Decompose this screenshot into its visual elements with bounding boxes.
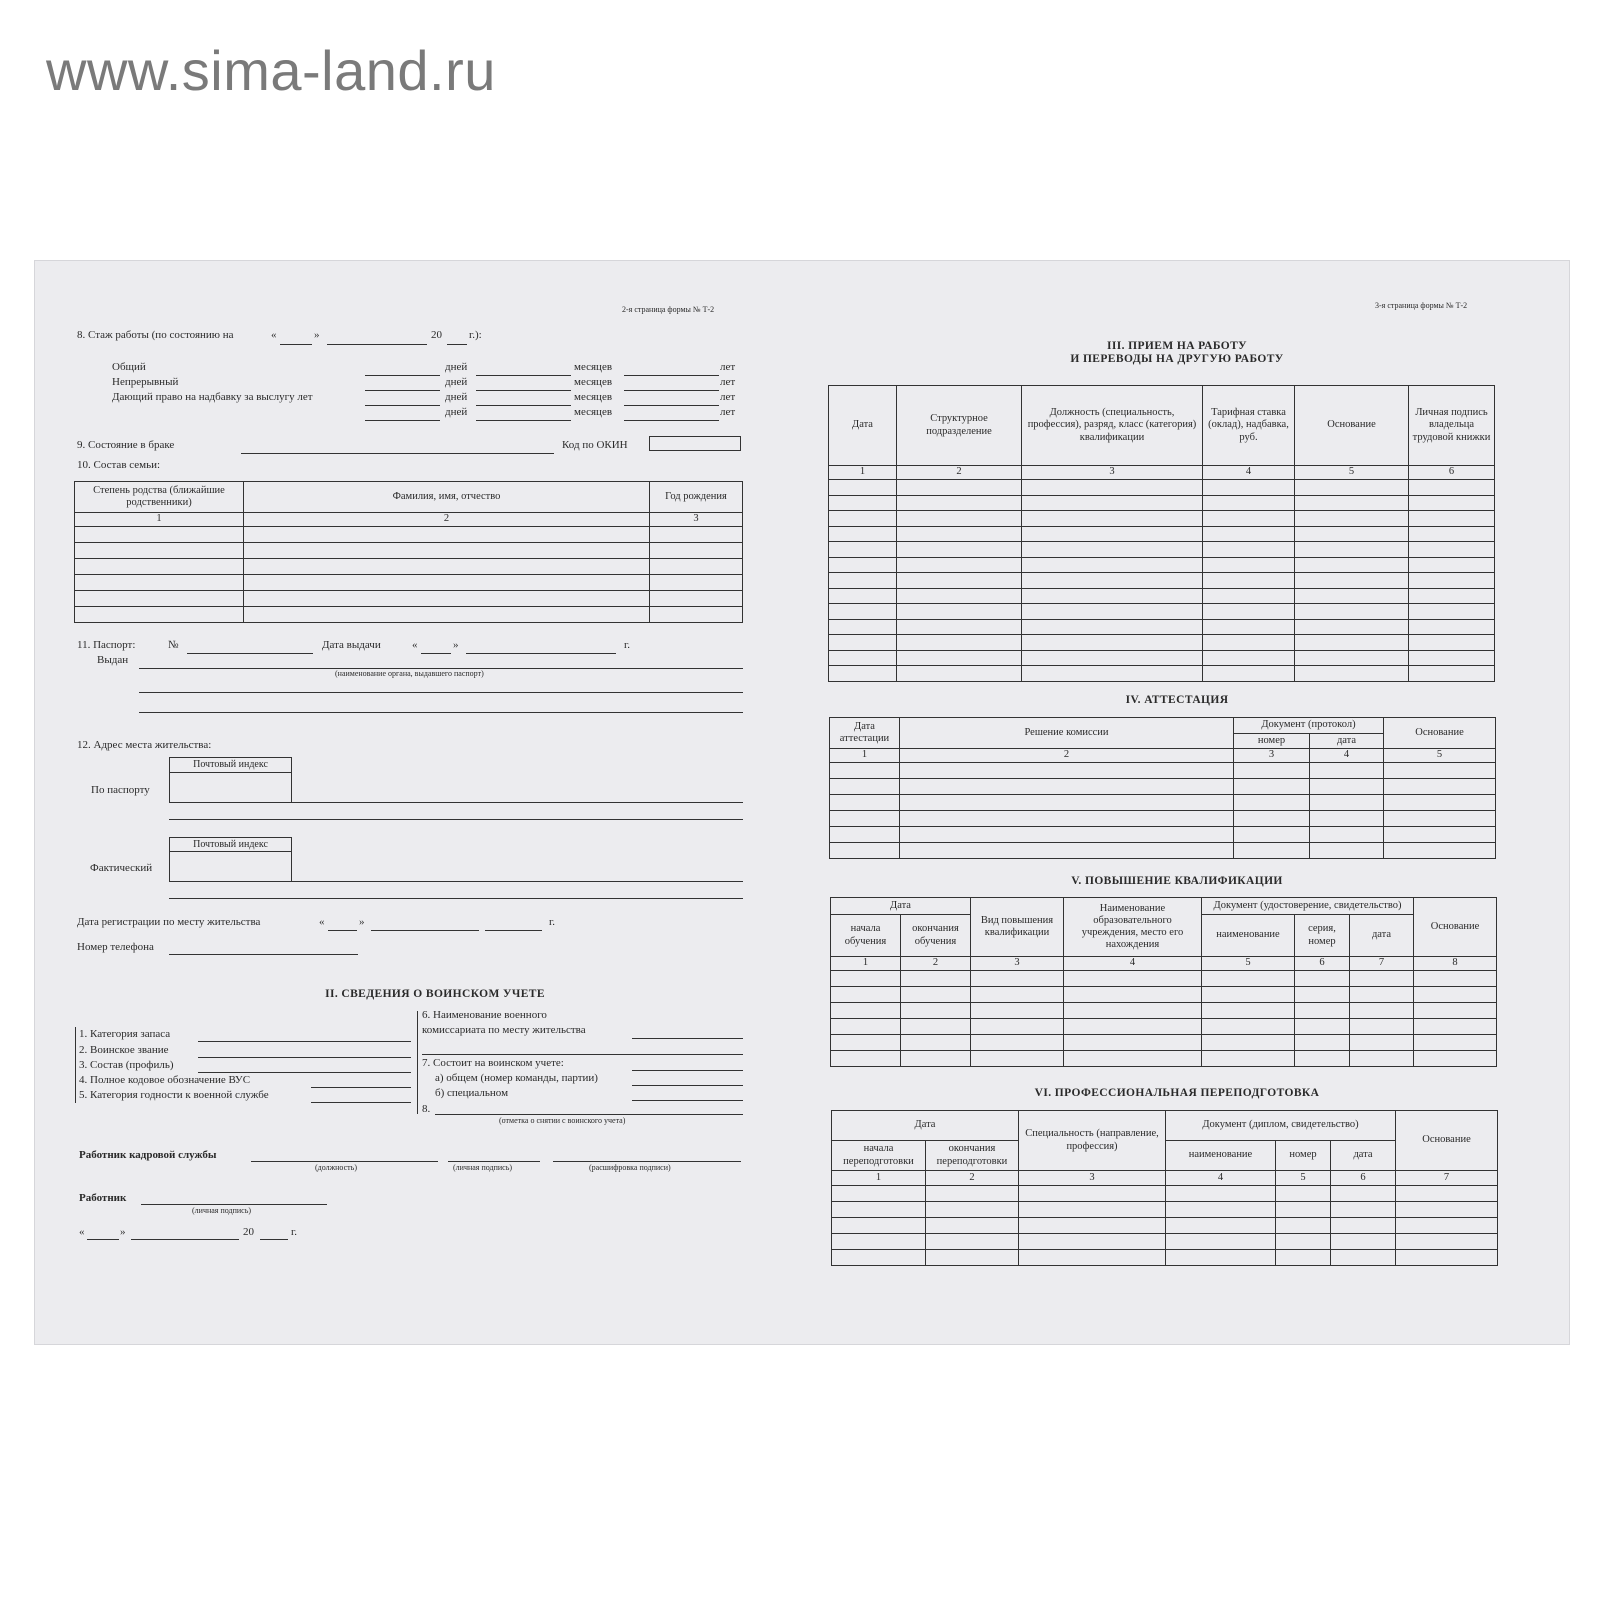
mil-line-2[interactable]	[198, 1057, 411, 1058]
date-month-line[interactable]	[131, 1239, 239, 1240]
mil-line-4[interactable]	[311, 1087, 411, 1088]
th-start: начала обучения	[831, 915, 901, 957]
th-relation: Степень родства (ближайшие родственники)	[75, 482, 244, 513]
mil-item-6b: комиссариата по месту жительства	[422, 1024, 586, 1036]
col-num: 1	[831, 957, 901, 971]
col-num: 1	[75, 513, 244, 527]
col-num: 2	[897, 466, 1022, 480]
attestation-table	[829, 717, 1496, 859]
col-num: 4	[1166, 1171, 1276, 1186]
mil-line-3[interactable]	[198, 1072, 411, 1073]
s8-row-continuous: Непрерывный	[112, 376, 179, 388]
table-row[interactable]	[832, 1202, 1498, 1218]
months-label: месяцев	[574, 376, 613, 388]
mil-line-1[interactable]	[198, 1041, 411, 1042]
th-basis: Основание	[1396, 1111, 1498, 1171]
postal-index-label: Почтовый индекс	[193, 839, 268, 850]
th-doc-date: дата	[1350, 915, 1414, 957]
days-label: дней	[445, 406, 468, 418]
months-line[interactable]	[476, 390, 571, 391]
table-row[interactable]	[829, 666, 1495, 682]
col-num: 7	[1396, 1171, 1498, 1186]
th-fullname: Фамилия, имя, отчество	[244, 482, 650, 513]
quote-open: «	[79, 1226, 85, 1238]
table-row[interactable]	[831, 987, 1497, 1003]
s3-title-1: III. ПРИЕМ НА РАБОТУ	[1106, 340, 1248, 352]
col-num: 5	[1276, 1171, 1331, 1186]
table-row[interactable]	[829, 480, 1495, 496]
s8-month-line[interactable]	[327, 344, 427, 345]
quote-open: «	[319, 916, 325, 928]
th-doc-date: дата	[1310, 734, 1384, 749]
quote-close: »	[359, 916, 365, 928]
table-row[interactable]	[75, 559, 743, 575]
s10-label: 10. Состав семьи:	[77, 459, 161, 471]
th-document: Документ (диплом, свидетельство)	[1166, 1111, 1396, 1141]
col-num: 6	[1331, 1171, 1396, 1186]
table-row[interactable]	[830, 779, 1496, 795]
postal-index-label: Почтовый индекс	[193, 759, 268, 770]
address-actual-line[interactable]	[292, 881, 743, 882]
table-row[interactable]	[829, 542, 1495, 558]
table-row[interactable]	[829, 557, 1495, 573]
mil-line-7b[interactable]	[632, 1100, 743, 1101]
table-row[interactable]	[832, 1186, 1498, 1202]
table-row[interactable]	[75, 543, 743, 559]
okin-label: Код по ОКИН	[562, 439, 628, 451]
table-row[interactable]	[829, 650, 1495, 666]
th-start: начала переподготовки	[832, 1141, 926, 1171]
postal-index-divider	[169, 772, 292, 773]
table-row[interactable]	[831, 971, 1497, 987]
mil-line-8[interactable]	[435, 1114, 743, 1115]
table-row[interactable]	[75, 607, 743, 623]
address-passport-line[interactable]	[292, 802, 743, 803]
military-left-bracket	[75, 1027, 76, 1103]
mil-item-8-caption: (отметка о снятии с воинского учета)	[499, 1116, 626, 1125]
issue-date-label: Дата выдачи	[322, 639, 381, 651]
table-row[interactable]	[829, 495, 1495, 511]
table-row[interactable]	[829, 573, 1495, 589]
th-basis: Основание	[1384, 718, 1496, 749]
retraining-table	[831, 1110, 1498, 1266]
worker-sign-line[interactable]	[141, 1204, 327, 1205]
qualification-table	[830, 897, 1497, 1067]
table-row[interactable]	[830, 763, 1496, 779]
col-num: 2	[926, 1171, 1019, 1186]
military-title: II. СВЕДЕНИЯ О ВОИНСКОМ УЧЕТЕ	[325, 988, 545, 1000]
reg-year-line[interactable]	[485, 930, 542, 931]
reg-day-line[interactable]	[328, 930, 357, 931]
years-line[interactable]	[624, 390, 719, 391]
years-line[interactable]	[624, 375, 719, 376]
family-table	[74, 481, 743, 623]
days-label: дней	[445, 361, 468, 373]
months-line[interactable]	[476, 420, 571, 421]
quote-close: »	[453, 639, 459, 651]
mil-item-8: 8.	[422, 1103, 431, 1115]
mil-item-5: 5. Категория годности к военной службе	[79, 1089, 269, 1101]
page-label-left: 2-я страница формы № Т-2	[622, 305, 715, 314]
th-institution: Наименование образовательного учреждения, место его нахождения	[1064, 898, 1202, 957]
table-row[interactable]	[829, 635, 1495, 651]
marital-status-line[interactable]	[241, 453, 554, 454]
th-name: наименование	[1202, 915, 1295, 957]
table-row[interactable]	[75, 575, 743, 591]
th-basis: Основание	[1295, 386, 1409, 466]
issued-by-line-2[interactable]	[139, 692, 743, 693]
table-row[interactable]	[829, 604, 1495, 620]
hr-sign-line[interactable]	[448, 1161, 540, 1162]
th-decision: Решение комиссии	[900, 718, 1234, 749]
months-label: месяцев	[574, 406, 613, 418]
mil-item-7a: а) общем (номер команды, партии)	[435, 1072, 598, 1084]
decoding-caption: (расшифровка подписи)	[589, 1163, 671, 1172]
s12-label: 12. Адрес места жительства:	[77, 739, 212, 751]
s9-label: 9. Состояние в браке	[77, 439, 175, 451]
years-line[interactable]	[624, 405, 719, 406]
th-series: серия, номер	[1295, 915, 1350, 957]
s8-year-line[interactable]	[447, 344, 467, 345]
years-label: лет	[720, 391, 736, 403]
days-line[interactable]	[365, 405, 440, 406]
years-label: лет	[720, 376, 736, 388]
passport-number-line[interactable]	[187, 653, 313, 654]
th-number: номер	[1276, 1141, 1331, 1171]
days-label: дней	[445, 376, 468, 388]
table-row[interactable]	[831, 1019, 1497, 1035]
col-num: 7	[1350, 957, 1414, 971]
col-num: 2	[901, 957, 971, 971]
postal-index-divider	[169, 851, 292, 852]
th-attestation-date: Дата аттестации	[830, 718, 900, 749]
form-sheet	[34, 260, 1570, 1345]
mil-line-6[interactable]	[632, 1038, 743, 1039]
date-day-line[interactable]	[87, 1239, 119, 1240]
th-basis: Основание	[1414, 898, 1497, 957]
th-birth-year: Год рождения	[650, 482, 743, 513]
hr-worker-label: Работник кадровой службы	[79, 1149, 217, 1161]
quote-open: «	[271, 329, 277, 341]
th-department: Структурное подразделение	[897, 386, 1022, 466]
s5-title: V. ПОВЫШЕНИЕ КВАЛИФИКАЦИИ	[1071, 875, 1283, 887]
address-actual-line-2[interactable]	[169, 898, 743, 899]
worker-label: Работник	[79, 1192, 127, 1204]
year-prefix: 20	[431, 329, 442, 341]
th-position: Должность (специальность, профессия), разряд, класс (категория) квалификации	[1022, 386, 1203, 466]
mil-item-4: 4. Полное кодовое обозначение ВУС	[79, 1074, 251, 1086]
months-label: месяцев	[574, 391, 613, 403]
year-abbr: г.	[549, 916, 556, 928]
personal-sign-caption: (личная подпись)	[453, 1163, 513, 1172]
quote-close: »	[120, 1226, 126, 1238]
months-label: месяцев	[574, 361, 613, 373]
table-row[interactable]	[829, 511, 1495, 527]
mil-line-6b[interactable]	[422, 1054, 743, 1055]
th-name: наименование	[1166, 1141, 1276, 1171]
th-date: Дата	[831, 898, 971, 915]
s4-title: IV. АТТЕСТАЦИЯ	[1125, 694, 1229, 706]
table-row[interactable]	[75, 527, 743, 543]
col-num: 5	[1202, 957, 1295, 971]
s8-day-line[interactable]	[280, 344, 312, 345]
issue-day-line[interactable]	[421, 653, 451, 654]
col-num: 3	[650, 513, 743, 527]
years-label: лет	[720, 406, 736, 418]
hr-position-line[interactable]	[251, 1161, 438, 1162]
th-number: номер	[1234, 734, 1310, 749]
mil-item-1: 1. Категория запаса	[79, 1028, 171, 1040]
table-row[interactable]	[830, 795, 1496, 811]
days-line[interactable]	[365, 375, 440, 376]
actual-address-label: Фактический	[90, 862, 153, 874]
col-num: 3	[1019, 1171, 1166, 1186]
employment-table	[828, 385, 1495, 682]
s8-label: 8. Стаж работы (по состоянию на	[77, 329, 234, 341]
th-kind: Вид повышения квалификации	[971, 898, 1064, 957]
table-row[interactable]	[830, 843, 1496, 859]
table-row[interactable]	[832, 1250, 1498, 1266]
col-num: 4	[1203, 466, 1295, 480]
year-abbr: г.	[291, 1226, 298, 1238]
th-doc-date: дата	[1331, 1141, 1396, 1171]
issued-by-label: Выдан	[97, 654, 129, 666]
mil-item-3: 3. Состав (профиль)	[79, 1059, 174, 1071]
date-year-line[interactable]	[260, 1239, 288, 1240]
mil-line-7a[interactable]	[632, 1085, 743, 1086]
th-specialty: Специальность (направление, профессия)	[1019, 1111, 1166, 1171]
col-num: 5	[1295, 466, 1409, 480]
col-num: 5	[1384, 749, 1496, 763]
th-end: окончания переподготовки	[926, 1141, 1019, 1171]
worker-sign-caption: (личная подпись)	[192, 1206, 252, 1215]
table-row[interactable]	[831, 1035, 1497, 1051]
phone-label: Номер телефона	[77, 941, 154, 953]
col-num: 2	[244, 513, 650, 527]
col-num: 4	[1064, 957, 1202, 971]
th-end: окончания обучения	[901, 915, 971, 957]
th-date: Дата	[829, 386, 897, 466]
table-row[interactable]	[829, 619, 1495, 635]
mil-item-7: 7. Состоит на воинском учете:	[422, 1057, 564, 1069]
hr-decoding-line[interactable]	[553, 1161, 741, 1162]
mil-item-2: 2. Воинское звание	[79, 1044, 169, 1056]
col-num: 3	[1234, 749, 1310, 763]
col-num: 3	[1022, 466, 1203, 480]
col-num: 1	[829, 466, 897, 480]
years-line[interactable]	[624, 420, 719, 421]
mil-item-7b: б) специальном	[435, 1087, 509, 1099]
months-line[interactable]	[476, 375, 571, 376]
table-row[interactable]	[829, 526, 1495, 542]
okin-code-box[interactable]	[649, 436, 741, 451]
page-label-right: 3-я страница формы № Т-2	[1375, 301, 1468, 310]
issue-month-year-line[interactable]	[466, 653, 616, 654]
quote-open: «	[412, 639, 418, 651]
months-line[interactable]	[476, 405, 571, 406]
table-row[interactable]	[831, 1003, 1497, 1019]
mil-line-5[interactable]	[311, 1102, 411, 1103]
year-prefix: 20	[243, 1226, 254, 1238]
table-row[interactable]	[831, 1051, 1497, 1067]
issued-by-line-3[interactable]	[139, 712, 743, 713]
col-num: 6	[1295, 957, 1350, 971]
s6-title: VI. ПРОФЕССИОНАЛЬНАЯ ПЕРЕПОДГОТОВКА	[1034, 1087, 1320, 1099]
table-row[interactable]	[832, 1218, 1498, 1234]
year-suffix: г.):	[469, 329, 482, 341]
th-date: Дата	[832, 1111, 1019, 1141]
phone-line[interactable]	[169, 954, 358, 955]
col-num: 1	[830, 749, 900, 763]
watermark-text: www.sima-land.ru	[46, 39, 496, 102]
address-passport-line-2[interactable]	[169, 819, 743, 820]
by-passport-label: По паспорту	[91, 784, 150, 796]
s8-row-total: Общий	[112, 361, 146, 373]
days-line[interactable]	[365, 390, 440, 391]
reg-month-line[interactable]	[371, 930, 479, 931]
passport-num-sign: №	[168, 639, 179, 651]
col-num: 4	[1310, 749, 1384, 763]
th-document: Документ (протокол)	[1234, 718, 1384, 734]
reg-date-label: Дата регистрации по месту жительства	[77, 916, 261, 928]
days-label: дней	[445, 391, 468, 403]
years-label: лет	[720, 361, 736, 373]
col-num: 2	[900, 749, 1234, 763]
mil-item-6a: 6. Наименование военного	[422, 1009, 547, 1021]
table-row[interactable]	[75, 591, 743, 607]
col-num: 6	[1409, 466, 1495, 480]
col-num: 3	[971, 957, 1064, 971]
col-num: 8	[1414, 957, 1497, 971]
table-row[interactable]	[830, 811, 1496, 827]
th-signature: Личная подпись владельца трудовой книжки	[1409, 386, 1495, 466]
s8-row-bonus: Дающий право на надбавку за выслугу лет	[112, 391, 313, 403]
military-divider	[417, 1011, 418, 1114]
s11-label: 11. Паспорт:	[77, 639, 136, 651]
col-num: 1	[832, 1171, 926, 1186]
days-line[interactable]	[365, 420, 440, 421]
mil-line-7[interactable]	[632, 1070, 743, 1071]
quote-close: »	[314, 329, 320, 341]
s3-title-2: И ПЕРЕВОДЫ НА ДРУГУЮ РАБОТУ	[1070, 353, 1284, 365]
th-document: Документ (удостоверение, свидетельство)	[1202, 898, 1414, 915]
year-abbr: г.	[624, 639, 631, 651]
table-row[interactable]	[832, 1234, 1498, 1250]
th-rate: Тарифная ставка (оклад), надбавка, руб.	[1203, 386, 1295, 466]
table-row[interactable]	[829, 588, 1495, 604]
table-row[interactable]	[830, 827, 1496, 843]
issued-by-caption: (наименование органа, выдавшего паспорт)	[335, 669, 484, 678]
position-caption: (должность)	[315, 1163, 357, 1172]
